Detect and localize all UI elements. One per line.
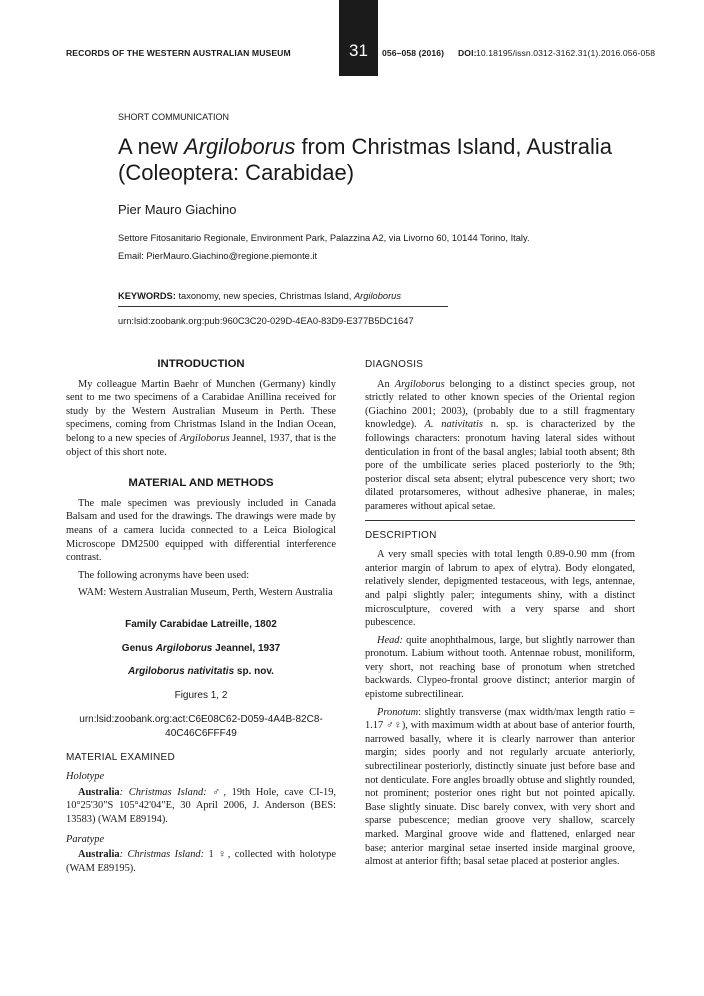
genus-post: Jeannel, 1937 xyxy=(212,642,281,654)
keywords-text: taxonomy, new species, Christmas Island, xyxy=(175,291,354,301)
head-text: quite anophthalmous, large, but slightly narrower than pronotum. Labium without tooth. Antennae robust, moniliform, very short, not reaching base of pronotum when stretched backwards. Clypeo-frontal groove distinct; anterior margin of epistome subrectilinear. xyxy=(365,634,635,701)
holotype-country: Australia xyxy=(78,786,120,798)
section-divider xyxy=(365,520,635,521)
figures-reference: Figures 1, 2 xyxy=(174,689,228,701)
head-label: Head: xyxy=(377,634,403,646)
description-pronotum xyxy=(365,706,635,869)
pronotum-text: : slightly transverse (max width/max length ratio = 1.17 ♂♀), with maximum width at about base of anterior fourth, narrowed basally, where it is clearly narrower than anterior margin; sides poorly and not regularly arcuate anteriorly, subrectilinear posteriorly, distinctly sinuate just before base and not denticulate. Fore angles broadly obtuse and slightly rounded, not prominent; posterior ones right but not pointed apically. Base slightly sinuate. Disc barely convex, with very short and sparse pubescence; median groove very shallow, scarcely marked. Marginal groove wide and flattened, enlarged near base; anterior marginal setae inserted inside marginal groove, almost at anterior fifth; basal setae placed at posterior angles. xyxy=(365,706,635,868)
paratype-country: Australia xyxy=(78,849,120,861)
paratype-paragraph xyxy=(66,848,336,875)
issue-info: 056–058 (2016) xyxy=(382,48,445,58)
diagnosis-text: belonging to a distinct species group, not strictly related to other known species of the Oriental region (Giachino 2001; 2003), (probably due to a still fragmentary knowledge). xyxy=(365,378,635,431)
author-name: Pier Mauro Giachino xyxy=(118,202,237,217)
author-affiliation: Settore Fitosanitario Regionale, Environment Park, Palazzina A2, via Livorno 60, 10144 Torino, Italy. xyxy=(118,233,530,243)
description-paragraph-1: A very small species with total length 0.89-0.90 mm (from anterior margin of labrum to apex of elytra). Body elongated, relatively slender, depigmented testaceous, with legs, antennae, and palpi slightly paler; integuments shiny, with a distinct microsculpture, covered with a very sparse and short pubescence. xyxy=(365,549,635,629)
diagnosis-text: n. sp. is characterized by the followings characters: pronotum having lateral sides without denticulation in front of the basal angles; labial tooth absent; 8th pore of the umbilicate series placed posteriorly to the 9th; posterior discal seta absent; elytral pubescence very short; two dilated protarsomeres, without adhesive phanerae, in males; parameres without apical setae. xyxy=(365,419,635,512)
material-heading: MATERIAL EXAMINED xyxy=(66,751,176,763)
description-head xyxy=(365,634,635,702)
article-title xyxy=(118,134,638,186)
species-post: sp. nov. xyxy=(234,666,274,678)
diagnosis-text: An xyxy=(377,378,395,390)
holotype-paragraph xyxy=(66,786,336,827)
journal-name: RECORDS OF THE WESTERN AUSTRALIAN MUSEUM xyxy=(66,48,291,58)
intro-text: My colleague Martin Baehr of Munchen (Germany) kindly sent to me two specimens of a Carabidae Anillina received for study by the Western Australian Museum in Perth. These specimens, coming from Christmas Island in the Indian Ocean, belong to a new species of xyxy=(66,378,336,444)
keywords-genus: Argiloborus xyxy=(353,291,401,301)
page-number: 31 xyxy=(339,0,378,76)
pronotum-label: Pronotum xyxy=(377,706,419,718)
methods-paragraph-2: The following acronyms have been used: xyxy=(78,569,250,581)
description-heading: DESCRIPTION xyxy=(365,529,437,541)
introduction-heading: INTRODUCTION xyxy=(157,358,245,370)
right-column xyxy=(365,358,635,873)
intro-paragraph xyxy=(66,378,336,460)
paratype-label: Paratype xyxy=(66,833,105,845)
holotype-details: 19th Hole, cave CI-19, 10°25'30"S 105°42'04"E, 30 April 2006, J. Anderson (BES: 13583) (WAM E89194). xyxy=(66,786,337,826)
left-column xyxy=(66,358,336,879)
family-heading: Family Carabidae Latreille, 1802 xyxy=(125,618,277,630)
intro-text-end: Jeannel, 1937, that is the object of this short note. xyxy=(66,432,336,458)
diagnosis-heading: DIAGNOSIS xyxy=(365,359,424,370)
author-email[interactable]: Email: PierMauro.Giachino@regione.piemonte.it xyxy=(118,251,318,261)
methods-heading: MATERIAL AND METHODS xyxy=(128,477,274,490)
paratype-details: 1 ♀, collected with holotype (WAM E89195). xyxy=(66,849,336,874)
keywords-label: KEYWORDS: xyxy=(118,291,176,301)
paratype-locality: : Christmas Island: xyxy=(119,849,205,861)
keywords xyxy=(118,291,401,301)
doi-label: DOI: xyxy=(458,48,477,58)
genus-name: Argiloborus xyxy=(155,642,213,654)
diagnosis-genus: Argiloborus xyxy=(394,378,445,390)
doi-link[interactable]: 10.18195/issn.0312-3162.31(1).2016.056-058 xyxy=(476,48,656,58)
holotype-label: Holotype xyxy=(66,771,105,783)
diagnosis-species: A. nativitatis xyxy=(424,419,483,431)
methods-paragraph-3: WAM: Western Australian Museum, Perth, Western Australia xyxy=(78,587,333,599)
title-genus: Argiloborus xyxy=(184,134,296,159)
holotype-locality: : Christmas Island: ♂, xyxy=(119,786,226,798)
title-part: A new xyxy=(118,134,185,159)
intro-genus: Argiloborus xyxy=(179,432,230,444)
species-urn[interactable]: urn:lsid:zoobank.org:act:C6E08C62-D059-4A4B-82C8-40C46C6FFF49 xyxy=(79,713,323,739)
title-part: from Christmas Island, Australia (Coleoptera: Carabidae) xyxy=(118,134,612,185)
article-type: SHORT COMMUNICATION xyxy=(118,112,230,122)
genus-heading xyxy=(66,642,336,656)
methods-paragraph-1: The male specimen was previously included in Canada Balsam and used for the drawings. The drawings were made by means of a camera lucida connected to a Leica Biological Microscope DM2500 equipped with differential interference contrast. xyxy=(66,497,336,564)
species-name: Argiloborus nativitatis xyxy=(128,666,235,678)
zoobank-urn[interactable]: urn:lsid:zoobank.org:pub:960C3C20-029D-4EA0-83D9-E377B5DC1647 xyxy=(118,316,414,326)
keywords-divider xyxy=(118,306,448,307)
genus-pre: Genus xyxy=(121,642,156,654)
diagnosis-paragraph xyxy=(365,378,635,514)
species-heading xyxy=(66,665,336,679)
